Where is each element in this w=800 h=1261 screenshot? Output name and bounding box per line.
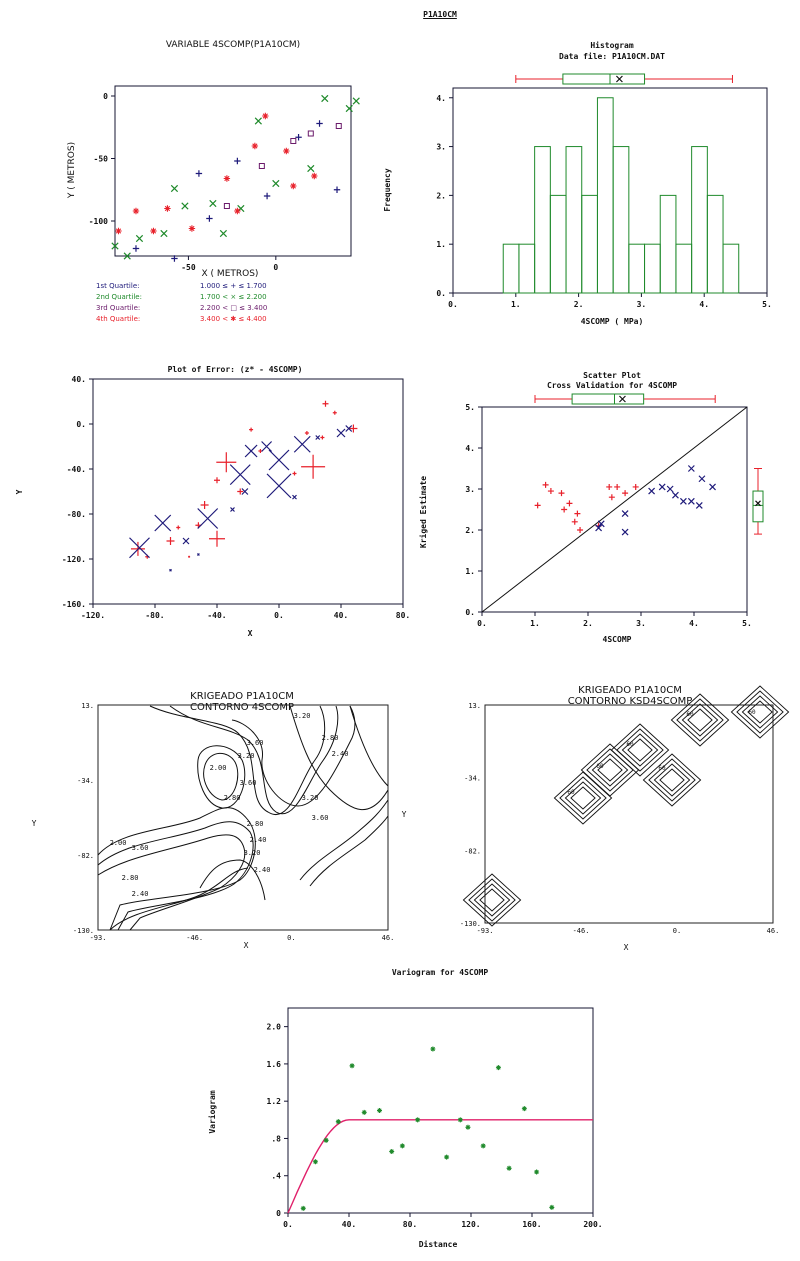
x-tick-label: -120. — [80, 611, 106, 620]
variogram-point — [534, 1170, 539, 1175]
contour-label: 2.80 — [321, 734, 339, 742]
x-axis-label: 4SCOMP ( MPa) — [580, 317, 644, 326]
data-point — [136, 235, 142, 241]
y-axis-label: Variogram — [208, 1090, 217, 1134]
histogram-bar — [723, 244, 739, 293]
variogram-point — [350, 1063, 355, 1068]
chart-title: KRIGEADO P1A10CM — [578, 685, 682, 696]
contour-line — [98, 808, 255, 930]
y-tick-label: 13. — [81, 702, 94, 710]
error-marker — [293, 495, 297, 499]
x-tick-label: 5. — [742, 619, 752, 628]
variogram-point — [313, 1159, 318, 1164]
error-marker — [176, 526, 180, 530]
histogram-bar — [660, 195, 676, 293]
y-tick-label: -130. — [459, 920, 481, 928]
contour-label: 3.20 — [301, 794, 319, 802]
data-point — [649, 488, 655, 494]
y-tick-label: -50 — [93, 154, 108, 164]
data-point — [311, 173, 317, 179]
data-point — [696, 502, 702, 508]
data-point — [574, 511, 580, 517]
data-point — [710, 484, 716, 490]
data-point — [334, 187, 340, 193]
x-tick-label: 46. — [766, 927, 780, 935]
contour-label: 2.00 — [109, 839, 127, 847]
data-point — [220, 230, 226, 236]
data-point — [171, 185, 177, 191]
contour-label: 2.40 — [131, 890, 149, 898]
histogram-bar — [707, 195, 723, 293]
contour-label: 60 — [686, 711, 694, 718]
y-axis-label: Frequency — [383, 168, 392, 212]
error-marker — [198, 509, 218, 529]
x-tick-label: -46. — [186, 934, 204, 942]
contour-ring — [469, 879, 515, 921]
y-tick-label: 5. — [465, 403, 475, 412]
data-point — [206, 215, 212, 221]
x-tick-label: 0. — [283, 1220, 293, 1229]
error-marker — [305, 431, 309, 435]
contour-ring — [737, 691, 783, 733]
contour-line — [350, 706, 388, 786]
histogram-bar — [597, 98, 613, 293]
error-marker — [301, 455, 325, 479]
histogram-bar — [692, 147, 708, 293]
contour-ring — [560, 777, 606, 819]
data-point — [336, 124, 341, 129]
y-tick-label: 0 — [276, 1209, 281, 1218]
data-point — [252, 143, 258, 149]
y-tick-label: 40. — [71, 375, 86, 384]
x-tick-label: 0. — [274, 611, 284, 620]
data-point — [115, 228, 121, 234]
data-point — [353, 98, 359, 104]
variogram-point — [522, 1106, 527, 1111]
chart-histogram — [383, 40, 772, 326]
variogram-point — [336, 1119, 341, 1124]
error-marker — [245, 445, 257, 457]
error-marker — [323, 401, 329, 407]
contour-label: 2.80 — [223, 794, 241, 802]
x-tick-label: -80. — [145, 611, 165, 620]
data-point — [234, 158, 240, 164]
histogram-bar — [519, 244, 535, 293]
x-tick-label: 120. — [461, 1220, 481, 1229]
x-axis-label: 4SCOMP — [602, 635, 632, 644]
legend-range: 3.400 < ✱ ≤ 4.400 — [200, 315, 267, 323]
contour-ring — [463, 874, 520, 926]
contour-label: 60 — [596, 763, 604, 770]
y-tick-label: 2. — [436, 191, 446, 201]
data-point — [672, 492, 678, 498]
data-point — [680, 498, 686, 504]
variogram-model-line — [288, 1120, 593, 1213]
legend-range: 2.200 < □ ≤ 3.400 — [200, 304, 268, 312]
error-marker — [197, 554, 199, 556]
x-tick-label: 0. — [448, 300, 458, 309]
error-marker — [155, 515, 171, 531]
variogram-point — [400, 1143, 405, 1148]
variogram-point — [301, 1206, 306, 1211]
y-tick-label: -82. — [464, 847, 481, 856]
error-marker — [262, 442, 272, 452]
y-tick-label: 3. — [465, 485, 475, 494]
variogram-point — [465, 1125, 470, 1130]
y-tick-label: -120. — [61, 555, 86, 564]
chart-title: VARIABLE 4SCOMP(P1A10CM) — [165, 40, 301, 50]
error-marker — [214, 477, 220, 483]
y-axis-label: Y ( METROS) — [67, 141, 77, 199]
x-tick-label: -50 — [181, 263, 196, 272]
y-tick-label: 0 — [103, 92, 108, 101]
chart-variogram — [207, 967, 603, 1249]
x-tick-label: 1. — [510, 300, 521, 309]
data-point — [164, 205, 170, 211]
y-tick-label: 3. — [436, 142, 446, 152]
plot-frame — [453, 88, 767, 293]
error-marker — [337, 429, 345, 437]
data-point — [161, 230, 167, 236]
contour-label: 2.80 — [246, 820, 264, 828]
data-point — [189, 225, 195, 231]
data-point — [577, 527, 583, 533]
contour-label: 3.60 — [131, 844, 149, 852]
contour-label: 60 — [567, 789, 575, 796]
error-marker — [316, 436, 320, 440]
error-marker — [201, 501, 209, 509]
error-marker — [231, 508, 235, 512]
y-axis-label: Y — [31, 819, 37, 828]
contour-label: 2.80 — [121, 874, 139, 882]
error-marker — [267, 474, 291, 498]
contour-label: 2.40 — [249, 836, 267, 844]
data-point — [290, 183, 296, 189]
histogram-bar — [503, 244, 519, 293]
data-point — [210, 200, 216, 206]
y-tick-label: 1.2 — [266, 1097, 281, 1107]
data-point — [196, 170, 202, 176]
y-tick-label: -100 — [88, 217, 108, 226]
data-point — [659, 484, 665, 490]
error-marker — [333, 411, 337, 415]
y-tick-label: -34. — [77, 777, 94, 785]
data-point — [606, 484, 612, 490]
variogram-point — [549, 1205, 554, 1210]
y-tick-label: 4. — [436, 93, 446, 103]
contour-ring — [649, 759, 695, 801]
x-tick-label: 80. — [402, 1220, 418, 1229]
x-tick-label: -46. — [572, 927, 590, 935]
x-tick-label: -93. — [476, 927, 494, 935]
y-tick-label: .8 — [271, 1134, 281, 1144]
chart-contour-4scomp — [32, 691, 395, 950]
chart-subtitle: Data file: P1A10CM.DAT — [559, 52, 665, 61]
data-point — [566, 500, 572, 506]
error-marker — [293, 472, 297, 476]
data-point — [548, 488, 554, 494]
data-point — [543, 482, 549, 488]
contour-ring — [587, 749, 633, 791]
x-tick-label: 3. — [636, 300, 647, 309]
boxplot-y-box — [753, 491, 763, 522]
y-tick-label: 0. — [76, 420, 86, 429]
legend-range: 1.700 < × ≤ 2.200 — [200, 293, 267, 301]
data-point — [688, 466, 694, 472]
x-tick-label: 40. — [333, 611, 349, 620]
variogram-point — [362, 1110, 367, 1115]
histogram-bar — [629, 244, 645, 293]
y-tick-label: 4. — [465, 444, 475, 453]
legend-range: 1.000 ≤ + ≤ 1.700 — [200, 282, 267, 290]
x-tick-label: 0. — [287, 934, 296, 942]
chart-title: Variogram for 4SCOMP — [391, 968, 489, 977]
chart-contour-ksd — [402, 685, 789, 952]
plot-frame — [93, 379, 403, 604]
data-point — [133, 245, 139, 251]
error-marker — [216, 452, 236, 472]
data-point — [133, 208, 139, 214]
chart-error-plot — [15, 365, 410, 638]
histogram-bar — [550, 195, 566, 293]
error-marker — [249, 428, 253, 432]
data-point — [561, 507, 567, 513]
variogram-point — [458, 1117, 463, 1122]
data-point — [150, 228, 156, 234]
data-point — [559, 490, 565, 496]
y-axis-label: Y — [401, 810, 407, 819]
y-tick-label: -40. — [66, 465, 86, 474]
x-tick-label: 80. — [395, 611, 411, 620]
data-point — [259, 164, 264, 169]
page-title: P1A10CM — [423, 10, 457, 19]
y-tick-label: 2. — [465, 526, 475, 535]
data-point — [622, 490, 628, 496]
legend-label: 4th Quartile: — [96, 315, 141, 323]
error-marker — [167, 537, 175, 545]
contour-label: 60 — [748, 709, 756, 716]
y-tick-label: .4 — [271, 1171, 281, 1181]
y-tick-label: 13. — [468, 702, 481, 710]
x-axis-label: X — [243, 941, 249, 950]
data-point — [255, 118, 261, 124]
contour-line — [204, 753, 238, 800]
data-point — [234, 208, 240, 214]
variogram-point — [415, 1117, 420, 1122]
data-point — [622, 511, 628, 517]
error-marker — [320, 436, 324, 440]
x-tick-label: 0. — [672, 927, 682, 935]
data-point — [224, 204, 229, 209]
histogram-bar — [535, 147, 551, 293]
chart-subtitle: CONTORNO 4SCOMP — [189, 702, 295, 713]
x-tick-label: 40. — [341, 1220, 357, 1229]
contour-ring — [617, 729, 663, 771]
error-marker — [183, 538, 189, 544]
x-tick-label: 0. — [477, 619, 487, 628]
x-axis-label: X — [247, 629, 253, 638]
histogram-bar — [566, 147, 582, 293]
error-marker — [269, 450, 289, 470]
plot-frame — [485, 705, 773, 923]
x-axis-label: X ( METROS) — [201, 269, 259, 279]
data-point — [688, 498, 694, 504]
error-marker — [230, 465, 250, 485]
x-tick-label: 3. — [636, 619, 646, 628]
contour-label: 3.60 — [246, 739, 264, 747]
variogram-point — [377, 1108, 382, 1113]
variogram-point — [507, 1166, 512, 1171]
chart-subtitle: CONTORNO KSD4SCOMP — [567, 696, 693, 707]
x-tick-label: 160. — [522, 1220, 542, 1229]
x-tick-label: -40. — [207, 611, 227, 620]
data-point — [291, 139, 296, 144]
contour-ring — [643, 754, 700, 806]
plot-frame — [288, 1008, 593, 1213]
chart-subtitle: Cross Validation for 4SCOMP — [546, 381, 678, 390]
contour-ring — [731, 686, 788, 738]
data-point — [699, 476, 705, 482]
y-tick-label: -130. — [72, 927, 94, 935]
data-point — [182, 203, 188, 209]
contour-label: 2.40 — [253, 866, 271, 874]
chart-title: KRIGEADO P1A10CM — [190, 691, 294, 702]
y-tick-label: 1.6 — [266, 1059, 281, 1069]
variogram-point — [444, 1155, 449, 1160]
error-marker — [170, 569, 172, 571]
data-point — [633, 484, 639, 490]
chart-title: Scatter Plot — [583, 371, 641, 380]
x-tick-label: 4. — [699, 300, 710, 309]
x-axis-label: X — [623, 943, 629, 952]
data-point — [667, 486, 673, 492]
data-point — [262, 113, 268, 119]
y-tick-label: 1. — [465, 567, 475, 576]
error-marker — [130, 538, 150, 558]
data-point — [295, 134, 301, 140]
data-point — [308, 131, 313, 136]
data-point — [308, 165, 314, 171]
contour-label: 60 — [626, 741, 634, 748]
chart-title: Plot of Error: (z* - 4SCOMP) — [167, 365, 303, 374]
x-tick-label: 2. — [583, 619, 593, 628]
contour-label: 3.20 — [237, 752, 255, 760]
contour-label: 3.20 — [293, 712, 311, 720]
legend-label: 2nd Quartile: — [96, 293, 142, 301]
data-point — [283, 148, 289, 154]
variogram-point — [496, 1065, 501, 1070]
identity-line — [482, 407, 747, 612]
contour-label: 3.60 — [239, 779, 257, 787]
contour-label: 3.60 — [311, 814, 329, 822]
chart-location-map — [67, 40, 359, 323]
contour-label: 2.00 — [209, 764, 227, 772]
error-marker — [294, 436, 310, 452]
y-tick-label: -34. — [464, 774, 481, 783]
x-tick-label: 46. — [381, 934, 395, 942]
legend-label: 1st Quartile: — [96, 282, 140, 290]
x-tick-label: 1. — [530, 619, 540, 628]
data-point — [572, 519, 578, 525]
y-tick-label: -82. — [77, 852, 94, 860]
data-point — [535, 502, 541, 508]
contour-line — [300, 800, 388, 880]
y-tick-label: -80. — [66, 510, 86, 519]
data-point — [316, 120, 322, 126]
y-tick-label: -160. — [61, 600, 86, 609]
y-tick-label: 2.0 — [266, 1022, 281, 1032]
data-point — [273, 180, 279, 186]
data-point — [614, 484, 620, 490]
legend-label: 3rd Quartile: — [96, 304, 141, 312]
y-axis-label: Y — [15, 489, 24, 495]
variogram-point — [430, 1047, 435, 1052]
y-tick-label: 0. — [465, 608, 475, 617]
chart-cross-validation — [418, 371, 763, 644]
x-tick-label: 0 — [273, 263, 279, 272]
y-axis-label: Kriged Estimate — [419, 475, 428, 549]
data-point — [609, 494, 615, 500]
data-point — [224, 175, 230, 181]
y-tick-label: 1. — [436, 240, 446, 250]
histogram-bar — [645, 244, 661, 293]
histogram-bar — [582, 195, 598, 293]
variogram-point — [481, 1143, 486, 1148]
variogram-point — [324, 1138, 329, 1143]
x-axis-label: Distance — [418, 1240, 458, 1249]
data-point — [322, 95, 328, 101]
boxplot-x-box — [572, 394, 644, 404]
error-marker — [209, 531, 225, 547]
contour-line — [310, 816, 388, 886]
x-tick-label: 5. — [762, 300, 772, 309]
histogram-bar — [613, 147, 629, 293]
contour-line — [98, 835, 245, 930]
x-tick-label: 200. — [583, 1220, 603, 1229]
data-point — [264, 193, 270, 199]
x-tick-label: 2. — [573, 300, 584, 309]
x-tick-label: -93. — [89, 934, 107, 942]
contour-label: 3.20 — [243, 849, 261, 857]
histogram-bar — [676, 244, 692, 293]
error-marker — [188, 556, 190, 558]
data-point — [622, 529, 628, 535]
error-marker — [349, 425, 357, 433]
x-tick-label: 4. — [689, 619, 699, 628]
y-tick-label: 0. — [436, 289, 446, 298]
chart-title: Histogram — [590, 41, 634, 50]
contour-label: 2.40 — [331, 750, 349, 758]
variogram-point — [389, 1149, 394, 1154]
boxplot-box — [563, 74, 645, 84]
contour-label: 60 — [658, 765, 666, 772]
